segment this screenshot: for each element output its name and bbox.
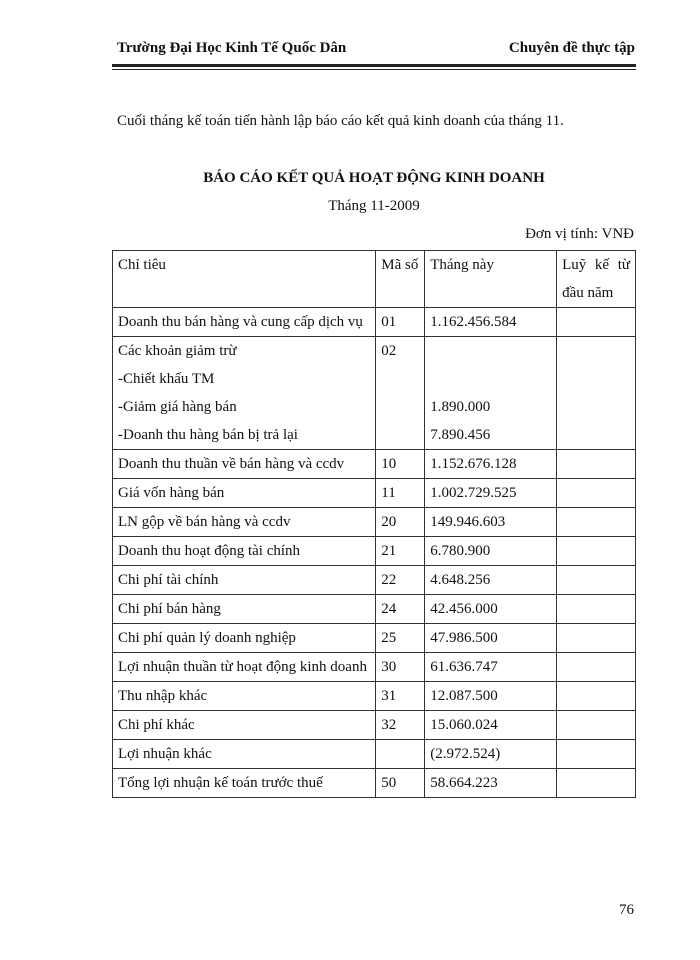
header-report-type: Chuyên đề thực tập — [508, 40, 635, 56]
row-label: Chi phí tài chính — [113, 566, 376, 595]
row-label: Thu nhập khác — [113, 682, 376, 711]
header-rule-thin — [112, 69, 636, 70]
header-cell-item: Chỉ tiêu — [113, 251, 376, 308]
header-cell-month: Tháng này — [425, 251, 557, 308]
table-row — [113, 566, 636, 595]
table-row — [113, 308, 636, 337]
row-value: (2.972.524) — [425, 740, 557, 769]
table-row — [113, 711, 636, 740]
row-code: 30 — [376, 653, 425, 682]
page-number: 76 — [619, 902, 634, 918]
row-label: Doanh thu bán hàng và cung cấp dịch vụ — [113, 308, 376, 337]
row-cumulative — [557, 624, 636, 653]
deduction-item-value: 1.890.000 — [430, 399, 491, 415]
page-header — [117, 40, 635, 62]
row-cumulative — [557, 653, 636, 682]
deductions-code: 02 — [376, 337, 425, 450]
row-code: 10 — [376, 450, 425, 479]
deduction-item-label: -Doanh thu hàng bán bị trả lại — [118, 427, 298, 443]
row-value: 12.087.500 — [425, 682, 557, 711]
row-label: LN gộp về bán hàng và ccdv — [113, 508, 376, 537]
row-label: Doanh thu thuần về bán hàng và ccdv — [113, 450, 376, 479]
row-cumulative — [557, 769, 636, 798]
table-row — [113, 769, 636, 798]
row-code: 50 — [376, 769, 425, 798]
row-code: 32 — [376, 711, 425, 740]
row-value: 6.780.900 — [425, 537, 557, 566]
row-value: 47.986.500 — [425, 624, 557, 653]
header-school-name: Trường Đại Học Kinh Tế Quốc Dân — [117, 40, 347, 56]
row-label: Tổng lợi nhuận kế toán trước thuế — [113, 769, 376, 798]
deduction-item-value: 7.890.456 — [430, 427, 491, 443]
row-cumulative — [557, 337, 636, 450]
row-label: Lợi nhuận thuần từ hoạt động kinh doanh — [113, 653, 376, 682]
row-code: 11 — [376, 479, 425, 508]
report-period: Tháng 11-2009 — [328, 198, 420, 214]
row-value: 15.060.024 — [425, 711, 557, 740]
row-cumulative — [557, 740, 636, 769]
row-code: 01 — [376, 308, 425, 337]
table-row-deductions — [113, 337, 636, 450]
row-code: 20 — [376, 508, 425, 537]
row-code: 21 — [376, 537, 425, 566]
row-label: Chi phí quản lý doanh nghiệp — [113, 624, 376, 653]
deduction-item-label: -Giảm giá hàng bán — [118, 399, 237, 415]
row-cumulative — [557, 682, 636, 711]
row-cumulative — [557, 566, 636, 595]
table-row — [113, 624, 636, 653]
deductions-label: Các khoản giảm trừ — [118, 343, 237, 359]
deduction-item-label: -Chiết khấu TM — [118, 371, 215, 387]
row-label: Giá vốn hàng bán — [113, 479, 376, 508]
row-cumulative — [557, 308, 636, 337]
deductions-label-cell — [113, 337, 376, 450]
table-row — [113, 537, 636, 566]
currency-unit: Đơn vị tính: VNĐ — [525, 226, 634, 242]
table-row — [113, 653, 636, 682]
row-label: Chi phí khác — [113, 711, 376, 740]
table-row — [113, 450, 636, 479]
row-cumulative — [557, 711, 636, 740]
row-value: 42.456.000 — [425, 595, 557, 624]
row-cumulative — [557, 508, 636, 537]
table-row — [113, 595, 636, 624]
row-code: 25 — [376, 624, 425, 653]
row-value: 58.664.223 — [425, 769, 557, 798]
row-cumulative — [557, 595, 636, 624]
row-value: 149.946.603 — [425, 508, 557, 537]
row-value: 4.648.256 — [425, 566, 557, 595]
row-value: 61.636.747 — [425, 653, 557, 682]
row-value: 1.002.729.525 — [425, 479, 557, 508]
intro-paragraph: Cuối tháng kế toán tiến hành lập báo cáo kết quả kinh doanh của tháng 11. — [117, 113, 564, 129]
report-title: BÁO CÁO KẾT QUẢ HOẠT ĐỘNG KINH DOANH — [203, 170, 545, 186]
deduction-item-value — [430, 365, 551, 393]
table-header-row — [113, 251, 636, 308]
income-statement-table — [112, 250, 636, 798]
row-label: Doanh thu hoạt động tài chính — [113, 537, 376, 566]
table-row — [113, 508, 636, 537]
row-label: Chi phí bán hàng — [113, 595, 376, 624]
table-row — [113, 682, 636, 711]
table-row — [113, 740, 636, 769]
row-code: 22 — [376, 566, 425, 595]
header-cell-code: Mã số — [376, 251, 425, 308]
row-label: Lợi nhuận khác — [113, 740, 376, 769]
row-value: 1.162.456.584 — [425, 308, 557, 337]
header-rule-thick — [112, 64, 636, 67]
header-cell-cumulative: Luỹ kế từ đầu năm — [557, 251, 636, 308]
row-cumulative — [557, 479, 636, 508]
deductions-value-cell — [425, 337, 557, 450]
table-row — [113, 479, 636, 508]
row-cumulative — [557, 537, 636, 566]
row-code — [376, 740, 425, 769]
row-cumulative — [557, 450, 636, 479]
row-value: 1.152.676.128 — [425, 450, 557, 479]
row-code: 31 — [376, 682, 425, 711]
row-code: 24 — [376, 595, 425, 624]
